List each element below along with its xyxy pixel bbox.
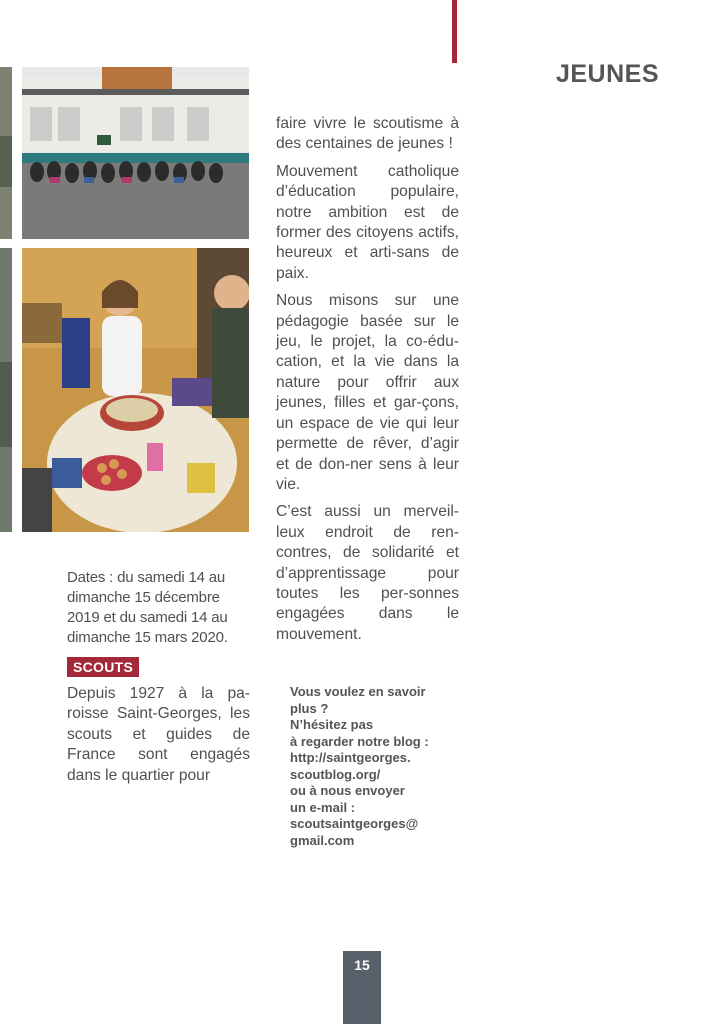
contact-info — [290, 684, 460, 849]
scouts-section-label: SCOUTS — [67, 657, 139, 677]
paragraph: Mouvement catholique d’éducation populaire, notre ambition est de former des citoyens actifs, heureux et arti-sans de paix. — [276, 162, 459, 282]
paragraph: C’est aussi un merveil-leux endroit de ren-contres, de solidarité et d’apprentissage pour toutes les per-sonnes engagées dans le mouvement. — [276, 503, 459, 643]
email-link[interactable]: gmail.com — [290, 832, 355, 848]
contact-line: Vous voulez en savoir — [290, 684, 426, 699]
article-body-right — [276, 114, 459, 652]
contact-line: à regarder notre blog : — [290, 733, 429, 749]
page-number-box — [343, 951, 381, 1024]
contact-line: N’hésitez pas — [290, 717, 374, 732]
section-title: JEUNES — [555, 60, 659, 88]
accent-bar — [452, 0, 457, 63]
contact-line: un e-mail : — [290, 799, 356, 815]
contact-line: ou à nous envoyer — [290, 783, 405, 798]
paragraph: Depuis 1927 à la pa-roisse Saint-Georges, les scouts et guides de France sont engagés dans le quartier pour — [67, 685, 250, 784]
event-dates: Dates : du samedi 14 au dimanche 15 décembre 2019 et du samedi 14 au dimanche 15 mars 2020. — [67, 569, 228, 646]
edge-photo-strip — [0, 248, 12, 532]
contact-line: plus ? — [290, 700, 329, 716]
paragraph: Nous misons sur une pédagogie basée sur le jeu, le projet, la co-édu-cation, et la vie dans la nature pour offrir aux jeunes, filles et gar-çons, un espace de vie qui leur permette de rêver, d’agir et de don-ner sens à leur vie. — [276, 292, 459, 493]
edge-photo-strip — [0, 67, 12, 239]
blog-link[interactable]: scoutblog.org/ — [290, 766, 381, 782]
snack-table-photo — [22, 248, 249, 532]
email-link[interactable]: scoutsaintgeorges@ — [290, 816, 419, 831]
blog-link[interactable]: http://saintgeorges. — [290, 750, 411, 765]
page-number: 15 — [354, 957, 370, 973]
scouts-group-photo — [22, 67, 249, 239]
scouts-intro-text — [67, 684, 250, 793]
paragraph: faire vivre le scoutisme à des centaines de jeunes ! — [276, 115, 459, 153]
